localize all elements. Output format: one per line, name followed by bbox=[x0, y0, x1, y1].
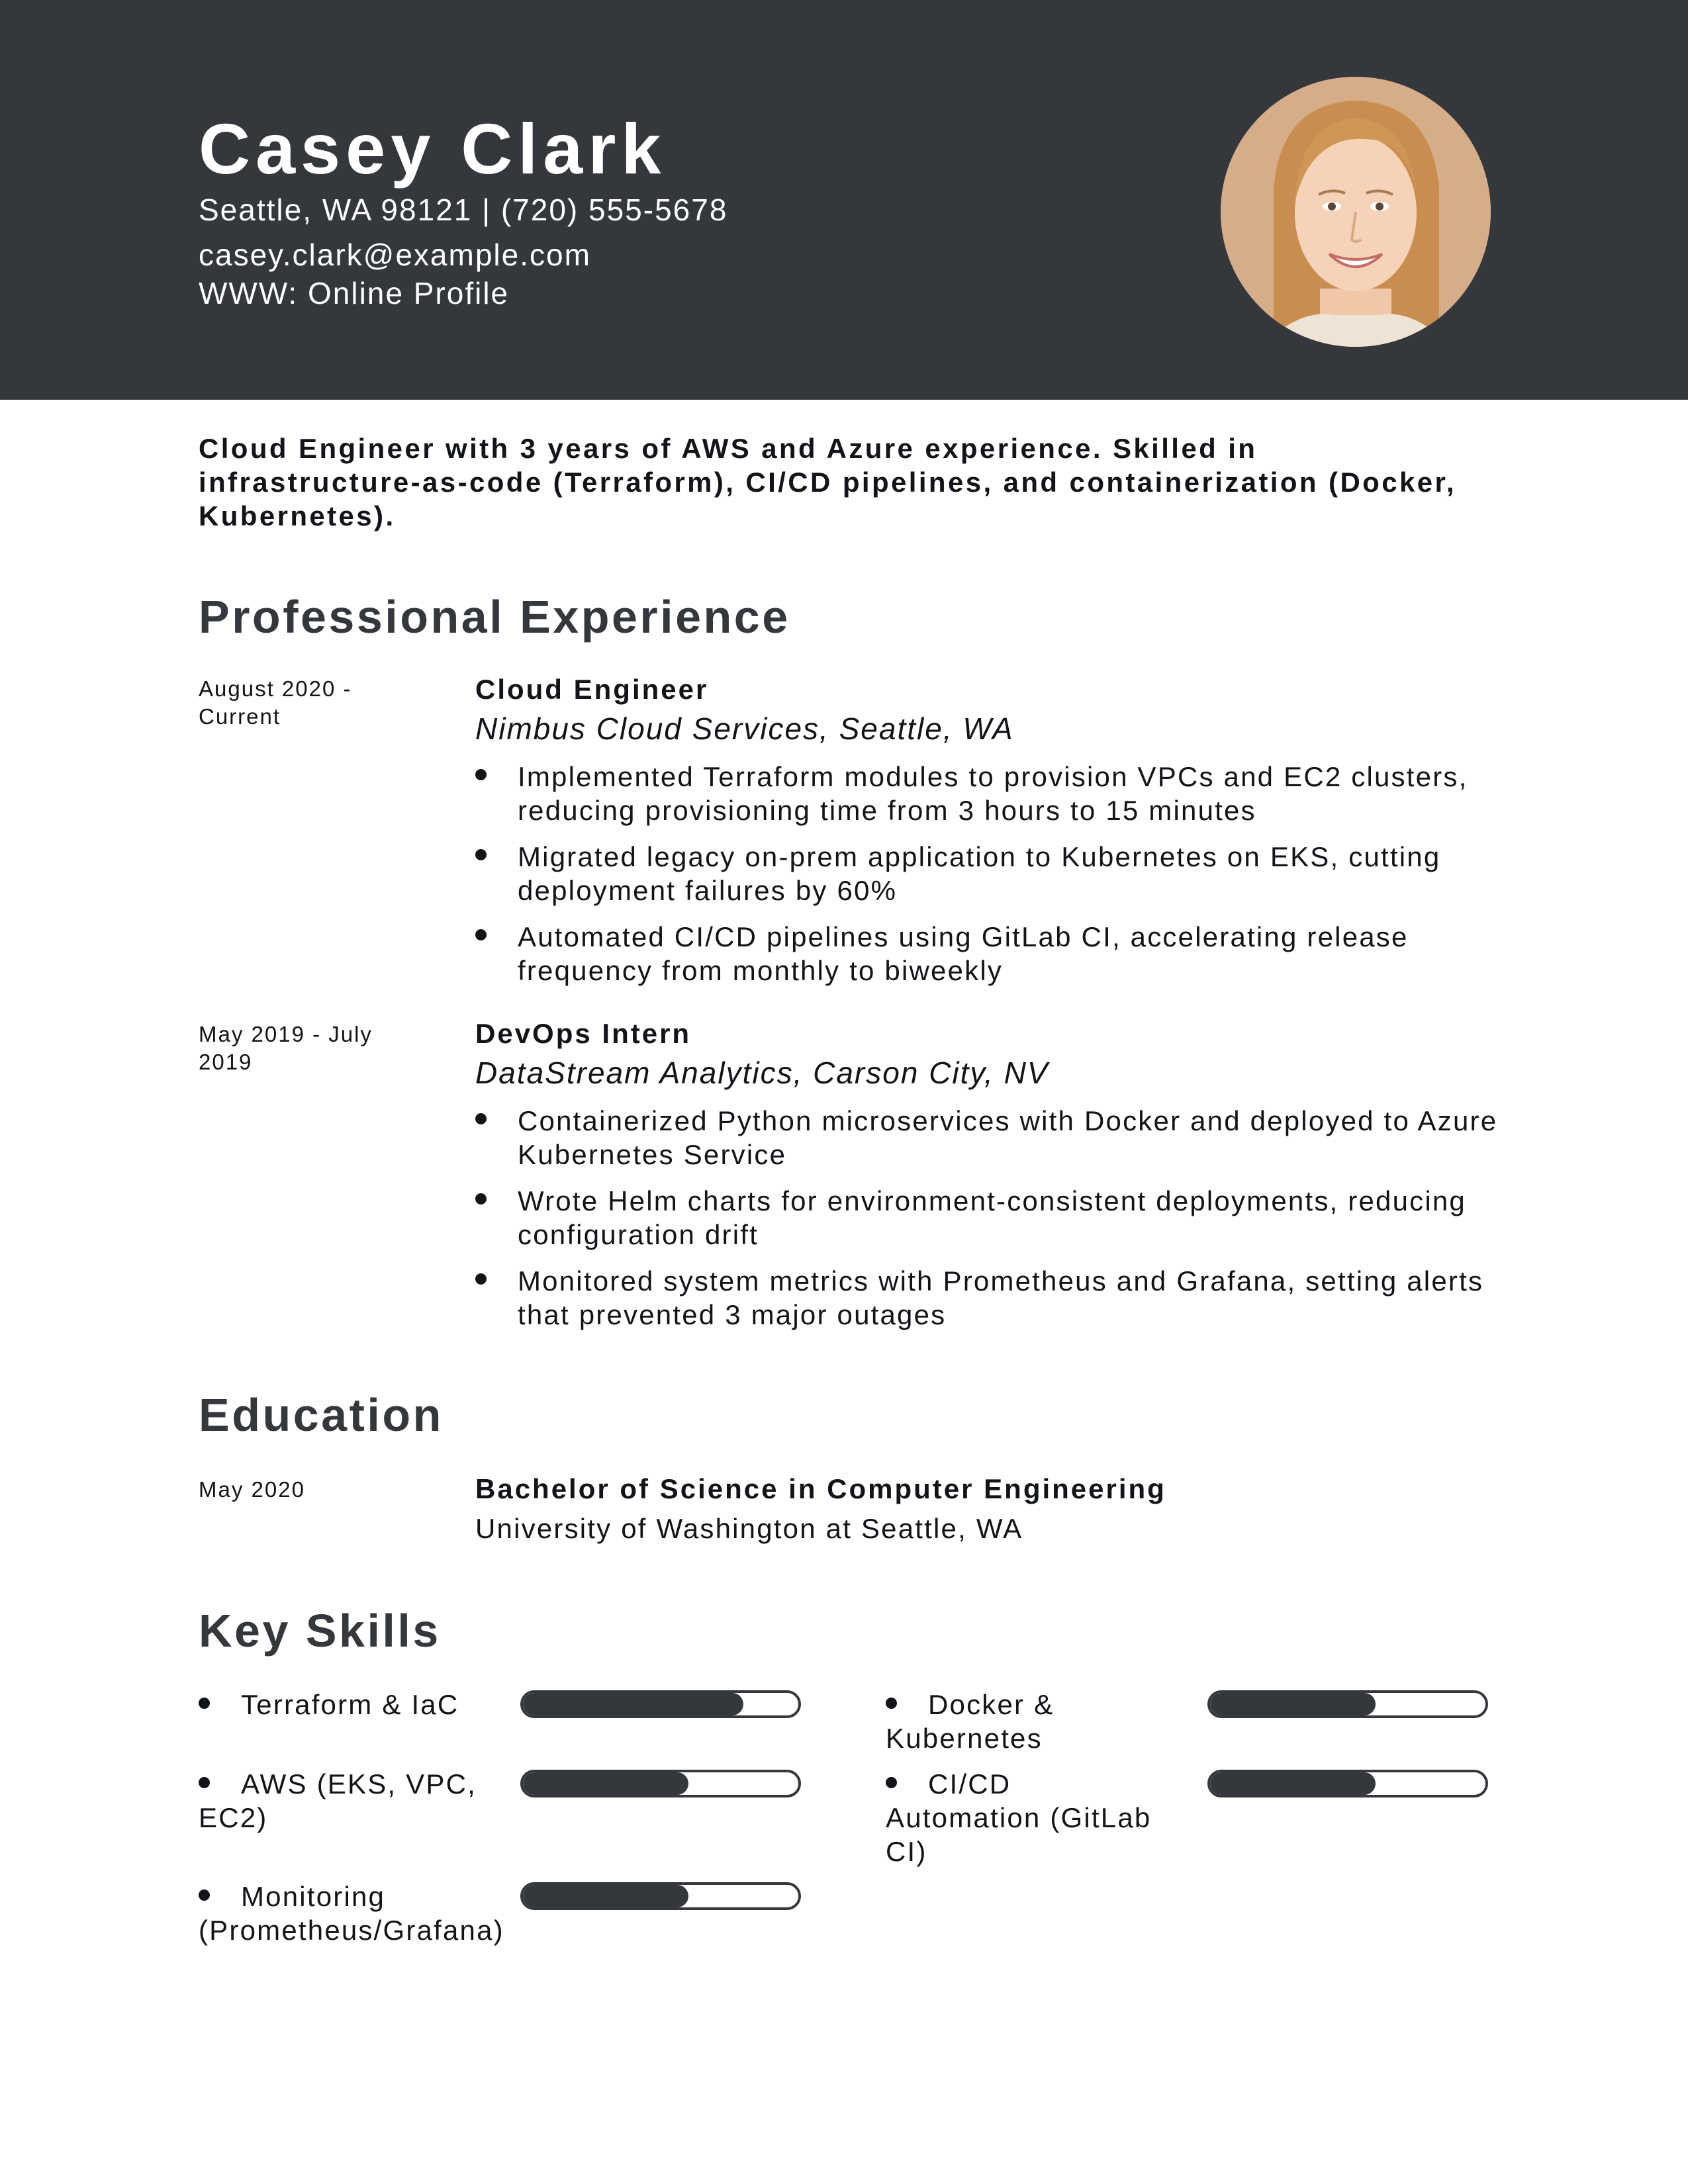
skill-item bbox=[886, 1688, 1170, 1755]
skill-label bbox=[199, 1880, 504, 1947]
location-phone: Seattle, WA 98121 | (720) 555-5678 bbox=[199, 193, 728, 227]
education-degree: Bachelor of Science in Computer Engineering bbox=[475, 1473, 1166, 1504]
skill-item bbox=[199, 1767, 483, 1835]
profile-photo-illustration bbox=[1221, 77, 1491, 347]
job-bullets bbox=[475, 1104, 1508, 1344]
bullet-dot-icon bbox=[199, 1698, 210, 1709]
job-date: May 2019 - July 2019 bbox=[199, 1022, 373, 1074]
education-school: University of Washington at Seattle, WA bbox=[475, 1513, 1023, 1544]
skill-label-text: AWS (EKS, VPC, EC2) bbox=[199, 1768, 477, 1833]
bullet-dot-icon bbox=[199, 1777, 210, 1788]
job-bullet bbox=[475, 1184, 1508, 1251]
skill-item bbox=[886, 1767, 1170, 1868]
job-role: Cloud Engineer bbox=[475, 674, 709, 705]
skill-level-fill bbox=[1210, 1693, 1376, 1715]
bullet-text: Migrated legacy on-prem application to Kubernetes on EKS, cutting deployment failures by 60% bbox=[518, 841, 1441, 906]
skill-level-fill bbox=[523, 1693, 743, 1715]
bullet-dot-icon bbox=[475, 929, 487, 940]
education-date: May 2020 bbox=[199, 1477, 305, 1502]
skill-level-bar bbox=[520, 1770, 801, 1797]
skill-label bbox=[886, 1767, 1170, 1868]
skill-label bbox=[199, 1688, 483, 1721]
bullet-text: Monitored system metrics with Prometheus and Grafana, setting alerts that prevented 3 major outages bbox=[518, 1265, 1484, 1330]
bullet-dot-icon bbox=[199, 1889, 210, 1901]
bullet-dot-icon bbox=[475, 1273, 487, 1285]
job-bullet bbox=[475, 1264, 1508, 1332]
job-bullet bbox=[475, 920, 1508, 987]
bullet-dot-icon bbox=[475, 849, 487, 860]
skill-level-bar bbox=[1207, 1690, 1488, 1718]
job-role: DevOps Intern bbox=[475, 1018, 692, 1049]
experience-heading: Professional Experience bbox=[199, 591, 790, 643]
skill-label-text: CI/CD Automation (GitLab CI) bbox=[886, 1768, 1152, 1867]
skill-level-bar bbox=[1207, 1770, 1488, 1797]
bullet-dot-icon bbox=[886, 1777, 897, 1788]
bullet-dot-icon bbox=[475, 1193, 487, 1205]
bullet-text: Implemented Terraform modules to provision VPCs and EC2 clusters, reducing provisioning time from 3 hours to 15 minutes bbox=[518, 761, 1468, 826]
skill-label bbox=[199, 1767, 483, 1835]
bullet-dot-icon bbox=[886, 1698, 897, 1709]
skill-level-fill bbox=[1210, 1772, 1376, 1795]
bullet-text: Containerized Python microservices with Docker and deployed to Azure Kubernetes Service bbox=[518, 1105, 1498, 1170]
bullet-dot-icon bbox=[475, 1113, 487, 1124]
skills-heading: Key Skills bbox=[199, 1605, 441, 1657]
education-heading: Education bbox=[199, 1389, 444, 1441]
job-bullets bbox=[475, 760, 1508, 1000]
skill-label bbox=[886, 1688, 1170, 1755]
skill-item bbox=[199, 1688, 483, 1721]
email-link[interactable]: casey.clark@example.com bbox=[199, 238, 591, 272]
skill-item bbox=[199, 1880, 504, 1947]
job-date: August 2020 - Current bbox=[199, 676, 352, 729]
professional-summary: Cloud Engineer with 3 years of AWS and Azure experience. Skilled in infrastructure-as-code (Terraform), CI/CD pipelines, and containerization (Docker, Kubernetes). bbox=[199, 433, 1457, 531]
header-band bbox=[0, 0, 1688, 400]
candidate-name: Casey Clark bbox=[199, 109, 667, 189]
skill-level-bar bbox=[520, 1882, 801, 1910]
bullet-text: Wrote Helm charts for environment-consistent deployments, reducing configuration drift bbox=[518, 1185, 1466, 1250]
skill-level-bar bbox=[520, 1690, 801, 1718]
job-company: Nimbus Cloud Services, Seattle, WA bbox=[475, 711, 1014, 746]
bullet-text: Automated CI/CD pipelines using GitLab CI, accelerating release frequency from monthly to biweekly bbox=[518, 921, 1409, 986]
skill-label-text: Docker & Kubernetes bbox=[886, 1689, 1055, 1754]
profile-photo bbox=[1221, 77, 1491, 347]
job-bullet bbox=[475, 1104, 1508, 1171]
bullet-dot-icon bbox=[475, 769, 487, 780]
job-company: DataStream Analytics, Carson City, NV bbox=[475, 1056, 1049, 1090]
skill-level-fill bbox=[523, 1885, 688, 1907]
job-bullet bbox=[475, 760, 1508, 827]
skill-label-text: Monitoring (Prometheus/Grafana) bbox=[199, 1881, 504, 1946]
skill-level-fill bbox=[523, 1772, 688, 1795]
website-link[interactable]: WWW: Online Profile bbox=[199, 276, 510, 310]
skill-label-text: Terraform & IaC bbox=[241, 1689, 459, 1720]
job-bullet bbox=[475, 840, 1508, 907]
